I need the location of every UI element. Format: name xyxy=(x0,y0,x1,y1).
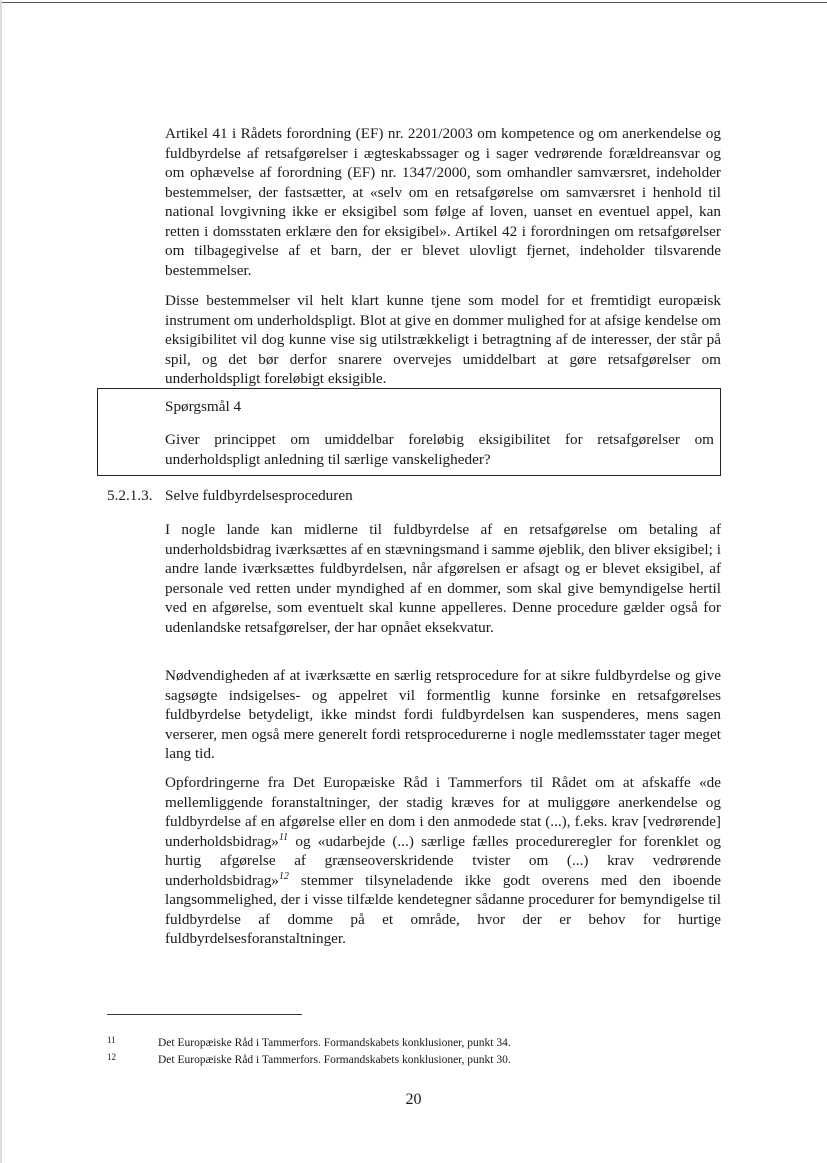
question-title: Spørgsmål 4 xyxy=(165,398,242,415)
left-scan-edge xyxy=(0,0,2,1163)
question-box xyxy=(97,388,721,476)
paragraph-5-part-b: og «udarbejde (...) særlige fælles procedureregler for forenklet og hurtig afgørelse af grænseoverskridende tvister om (...) krav vedrørende underholdsbidrag» xyxy=(165,832,721,889)
section-heading xyxy=(107,487,353,505)
footnote-11 xyxy=(107,1035,707,1052)
top-scan-rule xyxy=(0,2,827,3)
paragraph-1: Artikel 41 i Rådets forordning (EF) nr. 2201/2003 om kompetence og om anerkendelse og fuldbyrdelse af retsafgørelser i ægteskabssager og i sager vedrørende forældreansvar og om ophævelse af forordning (EF) nr. 1347/2000, som omhandler samværsret, indeholder bestemmelser, der fastsætter, at «selv om en retsafgørelse om samværsret i henhold til national lovgivning ikke er eksigibel som følge af loven, uanset en eventuel appel, kan retten i domsstaten erklære den for eksigibel». Artikel 42 i forordningen om retsafgørelser om tilbagegivelse af et barn, der er blevet ulovligt fjernet, indeholder tilsvarende bestemmelser. xyxy=(165,125,721,279)
page-number: 20 xyxy=(405,1091,422,1108)
footnote-text: Det Europæiske Råd i Tammerfors. Formandskabets konklusioner, punkt 30. xyxy=(158,1054,511,1066)
footnote-12 xyxy=(107,1052,707,1069)
paragraph-5 xyxy=(165,773,721,949)
section-title: Selve fuldbyrdelsesproceduren xyxy=(165,487,353,504)
footnote-separator xyxy=(107,1014,302,1015)
paragraph-3: I nogle lande kan midlerne til fuldbyrdelse af en retsafgørelse om betaling af underholdsbidrag iværksættes af en stævningsmand i samme øjeblik, den bliver eksigibel; i andre lande iværksættes fuldbyrdelsen, når afgørelsen er afsagt og er blevet eksigibel, af personale ved retten under myndighed af en dommer, som skal give bemyndigelse hertil ved en afgørelse, som eventuelt skal kunne appelleres. Denne procedure gælder også for udenlandske retsafgørelser, der har opnået eksekvatur. xyxy=(165,521,721,636)
paragraph-5-part-c: stemmer tilsyneladende ikke godt overens med den iboende langsommelighed, der i visse tilfælde kendetegner sådanne procedurer for bemyndigelse til fuldbyrdelse af domme på et område, hvor der er behov for hurtige fuldbyrdelsesforanstaltninger. xyxy=(165,871,721,947)
footnote-ref-12: 12 xyxy=(278,870,289,882)
paragraph-5-part-a: Opfordringerne fra Det Europæiske Råd i Tammerfors til Rådet om at afskaffe «de mellemliggende foranstaltninger, der stadig kræves for at muliggøre anerkendelse og fuldbyrdelse af en afgørelse eller en dom i den anmodede stat (...), f.eks. krav [vedrørende] underholdsbidrag» xyxy=(165,774,721,850)
paragraph-4: Nødvendigheden af at iværksætte en særlig retsprocedure for at sikre fuldbyrdelse og give sagsøgte indsigelses- og appelret vil formentlig kunne forsinke en retsafgørelses fuldbyrdelse betydeligt, ikke mindst fordi fuldbyrdelsen kan suspenderes, mens sagen verserer, men også mere generelt fordi retsprocedurerne i nogle medlemsstater tager meget lang tid. xyxy=(165,667,721,762)
footnote-ref-11: 11 xyxy=(278,831,289,843)
footnote-number: 11 xyxy=(107,1035,116,1045)
footnotes xyxy=(107,1035,707,1069)
paragraph-2: Disse bestemmelser vil helt klart kunne tjene som model for et fremtidigt europæisk instrument om underholdspligt. Blot at give en dommer mulighed for at afsige kendelse om eksigibilitet vil dog kunne vise sig utilstrækkeligt i betragtning af de interesser, der står på spil, og det bør derfor snarere overvejes umiddelbart at gøre retsafgørelser om underholdspligt foreløbigt eksigible. xyxy=(165,292,721,387)
section-number: 5.2.1.3. xyxy=(107,487,153,504)
footnote-number: 12 xyxy=(107,1052,116,1062)
question-text: Giver princippet om umiddelbar foreløbig eksigibilitet for retsafgørelser om underholdspligt anledning til særlige vanskeligheder? xyxy=(165,431,714,468)
footnote-text: Det Europæiske Råd i Tammerfors. Formandskabets konklusioner, punkt 34. xyxy=(158,1037,511,1049)
